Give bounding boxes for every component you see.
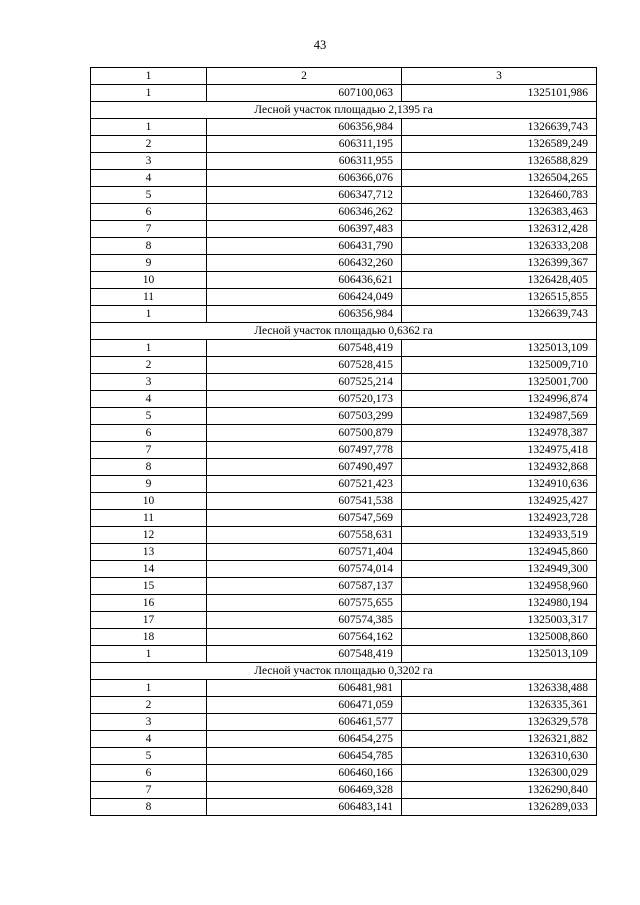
y-coordinate-cell: 1325101,986 (402, 85, 597, 102)
x-coordinate-cell: 606366,076 (207, 170, 402, 187)
y-coordinate-cell: 1324987,569 (402, 408, 597, 425)
y-coordinate-cell: 1326335,361 (402, 697, 597, 714)
point-number-cell: 6 (91, 204, 207, 221)
coordinates-table (90, 67, 597, 816)
y-coordinate-cell: 1326289,033 (402, 799, 597, 816)
table-row (91, 119, 597, 136)
table-row (91, 136, 597, 153)
section-title: Лесной участок площадью 0,3202 га (91, 663, 597, 680)
table-body (91, 85, 597, 816)
x-coordinate-cell: 607575,655 (207, 595, 402, 612)
point-number-cell: 10 (91, 493, 207, 510)
point-number-cell: 6 (91, 425, 207, 442)
table-row (91, 765, 597, 782)
table-row (91, 510, 597, 527)
point-number-cell: 13 (91, 544, 207, 561)
x-coordinate-cell: 606347,712 (207, 187, 402, 204)
y-coordinate-cell: 1326588,829 (402, 153, 597, 170)
y-coordinate-cell: 1326329,578 (402, 714, 597, 731)
x-coordinate-cell: 606469,328 (207, 782, 402, 799)
point-number-cell: 8 (91, 238, 207, 255)
table-row (91, 272, 597, 289)
x-coordinate-cell: 606460,166 (207, 765, 402, 782)
point-number-cell: 1 (91, 680, 207, 697)
point-number-cell: 5 (91, 748, 207, 765)
point-number-cell: 18 (91, 629, 207, 646)
table-row (91, 357, 597, 374)
table-row (91, 782, 597, 799)
point-number-cell: 11 (91, 289, 207, 306)
x-coordinate-cell: 606356,984 (207, 119, 402, 136)
table-header-row (91, 68, 597, 85)
x-coordinate-cell: 606431,790 (207, 238, 402, 255)
table-row (91, 306, 597, 323)
y-coordinate-cell: 1325009,710 (402, 357, 597, 374)
y-coordinate-cell: 1324978,387 (402, 425, 597, 442)
y-coordinate-cell: 1325008,860 (402, 629, 597, 646)
y-coordinate-cell: 1326460,783 (402, 187, 597, 204)
x-coordinate-cell: 607541,538 (207, 493, 402, 510)
x-coordinate-cell: 607574,385 (207, 612, 402, 629)
table-row (91, 612, 597, 629)
y-coordinate-cell: 1326383,463 (402, 204, 597, 221)
x-coordinate-cell: 607558,631 (207, 527, 402, 544)
x-coordinate-cell: 607500,879 (207, 425, 402, 442)
y-coordinate-cell: 1326312,428 (402, 221, 597, 238)
point-number-cell: 14 (91, 561, 207, 578)
x-coordinate-cell: 607520,173 (207, 391, 402, 408)
point-number-cell: 1 (91, 306, 207, 323)
table-row (91, 561, 597, 578)
point-number-cell: 3 (91, 374, 207, 391)
point-number-cell: 4 (91, 391, 207, 408)
table-row (91, 391, 597, 408)
point-number-cell: 5 (91, 408, 207, 425)
point-number-cell: 9 (91, 476, 207, 493)
point-number-cell: 7 (91, 782, 207, 799)
y-coordinate-cell: 1325003,317 (402, 612, 597, 629)
table-row (91, 527, 597, 544)
x-coordinate-cell: 607548,419 (207, 646, 402, 663)
table-row (91, 544, 597, 561)
x-coordinate-cell: 607497,778 (207, 442, 402, 459)
point-number-cell: 1 (91, 119, 207, 136)
point-number-cell: 1 (91, 646, 207, 663)
point-number-cell: 4 (91, 731, 207, 748)
point-number-cell: 5 (91, 187, 207, 204)
point-number-cell: 1 (91, 85, 207, 102)
table-row (91, 442, 597, 459)
x-coordinate-cell: 607574,014 (207, 561, 402, 578)
section-row (91, 102, 597, 119)
table-row (91, 646, 597, 663)
table-row (91, 629, 597, 646)
x-coordinate-cell: 606471,059 (207, 697, 402, 714)
y-coordinate-cell: 1324975,418 (402, 442, 597, 459)
point-number-cell: 4 (91, 170, 207, 187)
section-row (91, 323, 597, 340)
point-number-cell: 6 (91, 765, 207, 782)
table-row (91, 748, 597, 765)
point-number-cell: 10 (91, 272, 207, 289)
x-coordinate-cell: 607490,497 (207, 459, 402, 476)
x-coordinate-cell: 607564,162 (207, 629, 402, 646)
y-coordinate-cell: 1326300,029 (402, 765, 597, 782)
point-number-cell: 16 (91, 595, 207, 612)
x-coordinate-cell: 607521,423 (207, 476, 402, 493)
y-coordinate-cell: 1324949,300 (402, 561, 597, 578)
table-row (91, 170, 597, 187)
y-coordinate-cell: 1324996,874 (402, 391, 597, 408)
x-coordinate-cell: 606311,955 (207, 153, 402, 170)
x-coordinate-cell: 606481,981 (207, 680, 402, 697)
x-coordinate-cell: 606397,483 (207, 221, 402, 238)
x-coordinate-cell: 607587,137 (207, 578, 402, 595)
table-row (91, 85, 597, 102)
y-coordinate-cell: 1326639,743 (402, 306, 597, 323)
y-coordinate-cell: 1326310,630 (402, 748, 597, 765)
y-coordinate-cell: 1324933,519 (402, 527, 597, 544)
y-coordinate-cell: 1326428,405 (402, 272, 597, 289)
x-coordinate-cell: 607525,214 (207, 374, 402, 391)
point-number-cell: 7 (91, 221, 207, 238)
section-row (91, 663, 597, 680)
table-row (91, 680, 597, 697)
table-row (91, 187, 597, 204)
x-coordinate-cell: 606454,275 (207, 731, 402, 748)
table-row (91, 459, 597, 476)
x-coordinate-cell: 606311,195 (207, 136, 402, 153)
y-coordinate-cell: 1326399,367 (402, 255, 597, 272)
x-coordinate-cell: 607100,063 (207, 85, 402, 102)
table-row (91, 238, 597, 255)
x-coordinate-cell: 606483,141 (207, 799, 402, 816)
table-row (91, 731, 597, 748)
y-coordinate-cell: 1325013,109 (402, 646, 597, 663)
point-number-cell: 3 (91, 153, 207, 170)
x-coordinate-cell: 607528,415 (207, 357, 402, 374)
table-row (91, 578, 597, 595)
table-row (91, 153, 597, 170)
point-number-cell: 1 (91, 340, 207, 357)
y-coordinate-cell: 1326290,840 (402, 782, 597, 799)
table-row (91, 204, 597, 221)
table-row (91, 255, 597, 272)
y-coordinate-cell: 1326333,208 (402, 238, 597, 255)
section-title: Лесной участок площадью 2,1395 га (91, 102, 597, 119)
table-row (91, 493, 597, 510)
section-title: Лесной участок площадью 0,6362 га (91, 323, 597, 340)
y-coordinate-cell: 1324925,427 (402, 493, 597, 510)
x-coordinate-cell: 607547,569 (207, 510, 402, 527)
point-number-cell: 9 (91, 255, 207, 272)
point-number-cell: 17 (91, 612, 207, 629)
y-coordinate-cell: 1326338,488 (402, 680, 597, 697)
point-number-cell: 2 (91, 697, 207, 714)
y-coordinate-cell: 1326515,855 (402, 289, 597, 306)
x-coordinate-cell: 606461,577 (207, 714, 402, 731)
x-coordinate-cell: 606454,785 (207, 748, 402, 765)
point-number-cell: 12 (91, 527, 207, 544)
point-number-cell: 2 (91, 357, 207, 374)
x-coordinate-cell: 606424,049 (207, 289, 402, 306)
table-row (91, 289, 597, 306)
point-number-cell: 3 (91, 714, 207, 731)
header-cell-x: 2 (207, 68, 402, 85)
point-number-cell: 15 (91, 578, 207, 595)
x-coordinate-cell: 606432,260 (207, 255, 402, 272)
table-row (91, 697, 597, 714)
point-number-cell: 7 (91, 442, 207, 459)
y-coordinate-cell: 1324910,636 (402, 476, 597, 493)
y-coordinate-cell: 1324945,860 (402, 544, 597, 561)
header-cell-y: 3 (402, 68, 597, 85)
table-row (91, 714, 597, 731)
table-row (91, 425, 597, 442)
y-coordinate-cell: 1326589,249 (402, 136, 597, 153)
x-coordinate-cell: 606346,262 (207, 204, 402, 221)
y-coordinate-cell: 1326321,882 (402, 731, 597, 748)
header-cell-point: 1 (91, 68, 207, 85)
point-number-cell: 2 (91, 136, 207, 153)
table-row (91, 221, 597, 238)
page-number: 43 (313, 38, 327, 52)
y-coordinate-cell: 1324958,960 (402, 578, 597, 595)
x-coordinate-cell: 607503,299 (207, 408, 402, 425)
point-number-cell: 11 (91, 510, 207, 527)
table-row (91, 799, 597, 816)
y-coordinate-cell: 1324923,728 (402, 510, 597, 527)
table-row (91, 374, 597, 391)
y-coordinate-cell: 1324932,868 (402, 459, 597, 476)
y-coordinate-cell: 1325001,700 (402, 374, 597, 391)
y-coordinate-cell: 1326504,265 (402, 170, 597, 187)
table-row (91, 408, 597, 425)
table-row (91, 340, 597, 357)
y-coordinate-cell: 1324980,194 (402, 595, 597, 612)
table-row (91, 595, 597, 612)
y-coordinate-cell: 1326639,743 (402, 119, 597, 136)
x-coordinate-cell: 606356,984 (207, 306, 402, 323)
point-number-cell: 8 (91, 459, 207, 476)
x-coordinate-cell: 606436,621 (207, 272, 402, 289)
x-coordinate-cell: 607548,419 (207, 340, 402, 357)
table-row (91, 476, 597, 493)
y-coordinate-cell: 1325013,109 (402, 340, 597, 357)
point-number-cell: 8 (91, 799, 207, 816)
x-coordinate-cell: 607571,404 (207, 544, 402, 561)
